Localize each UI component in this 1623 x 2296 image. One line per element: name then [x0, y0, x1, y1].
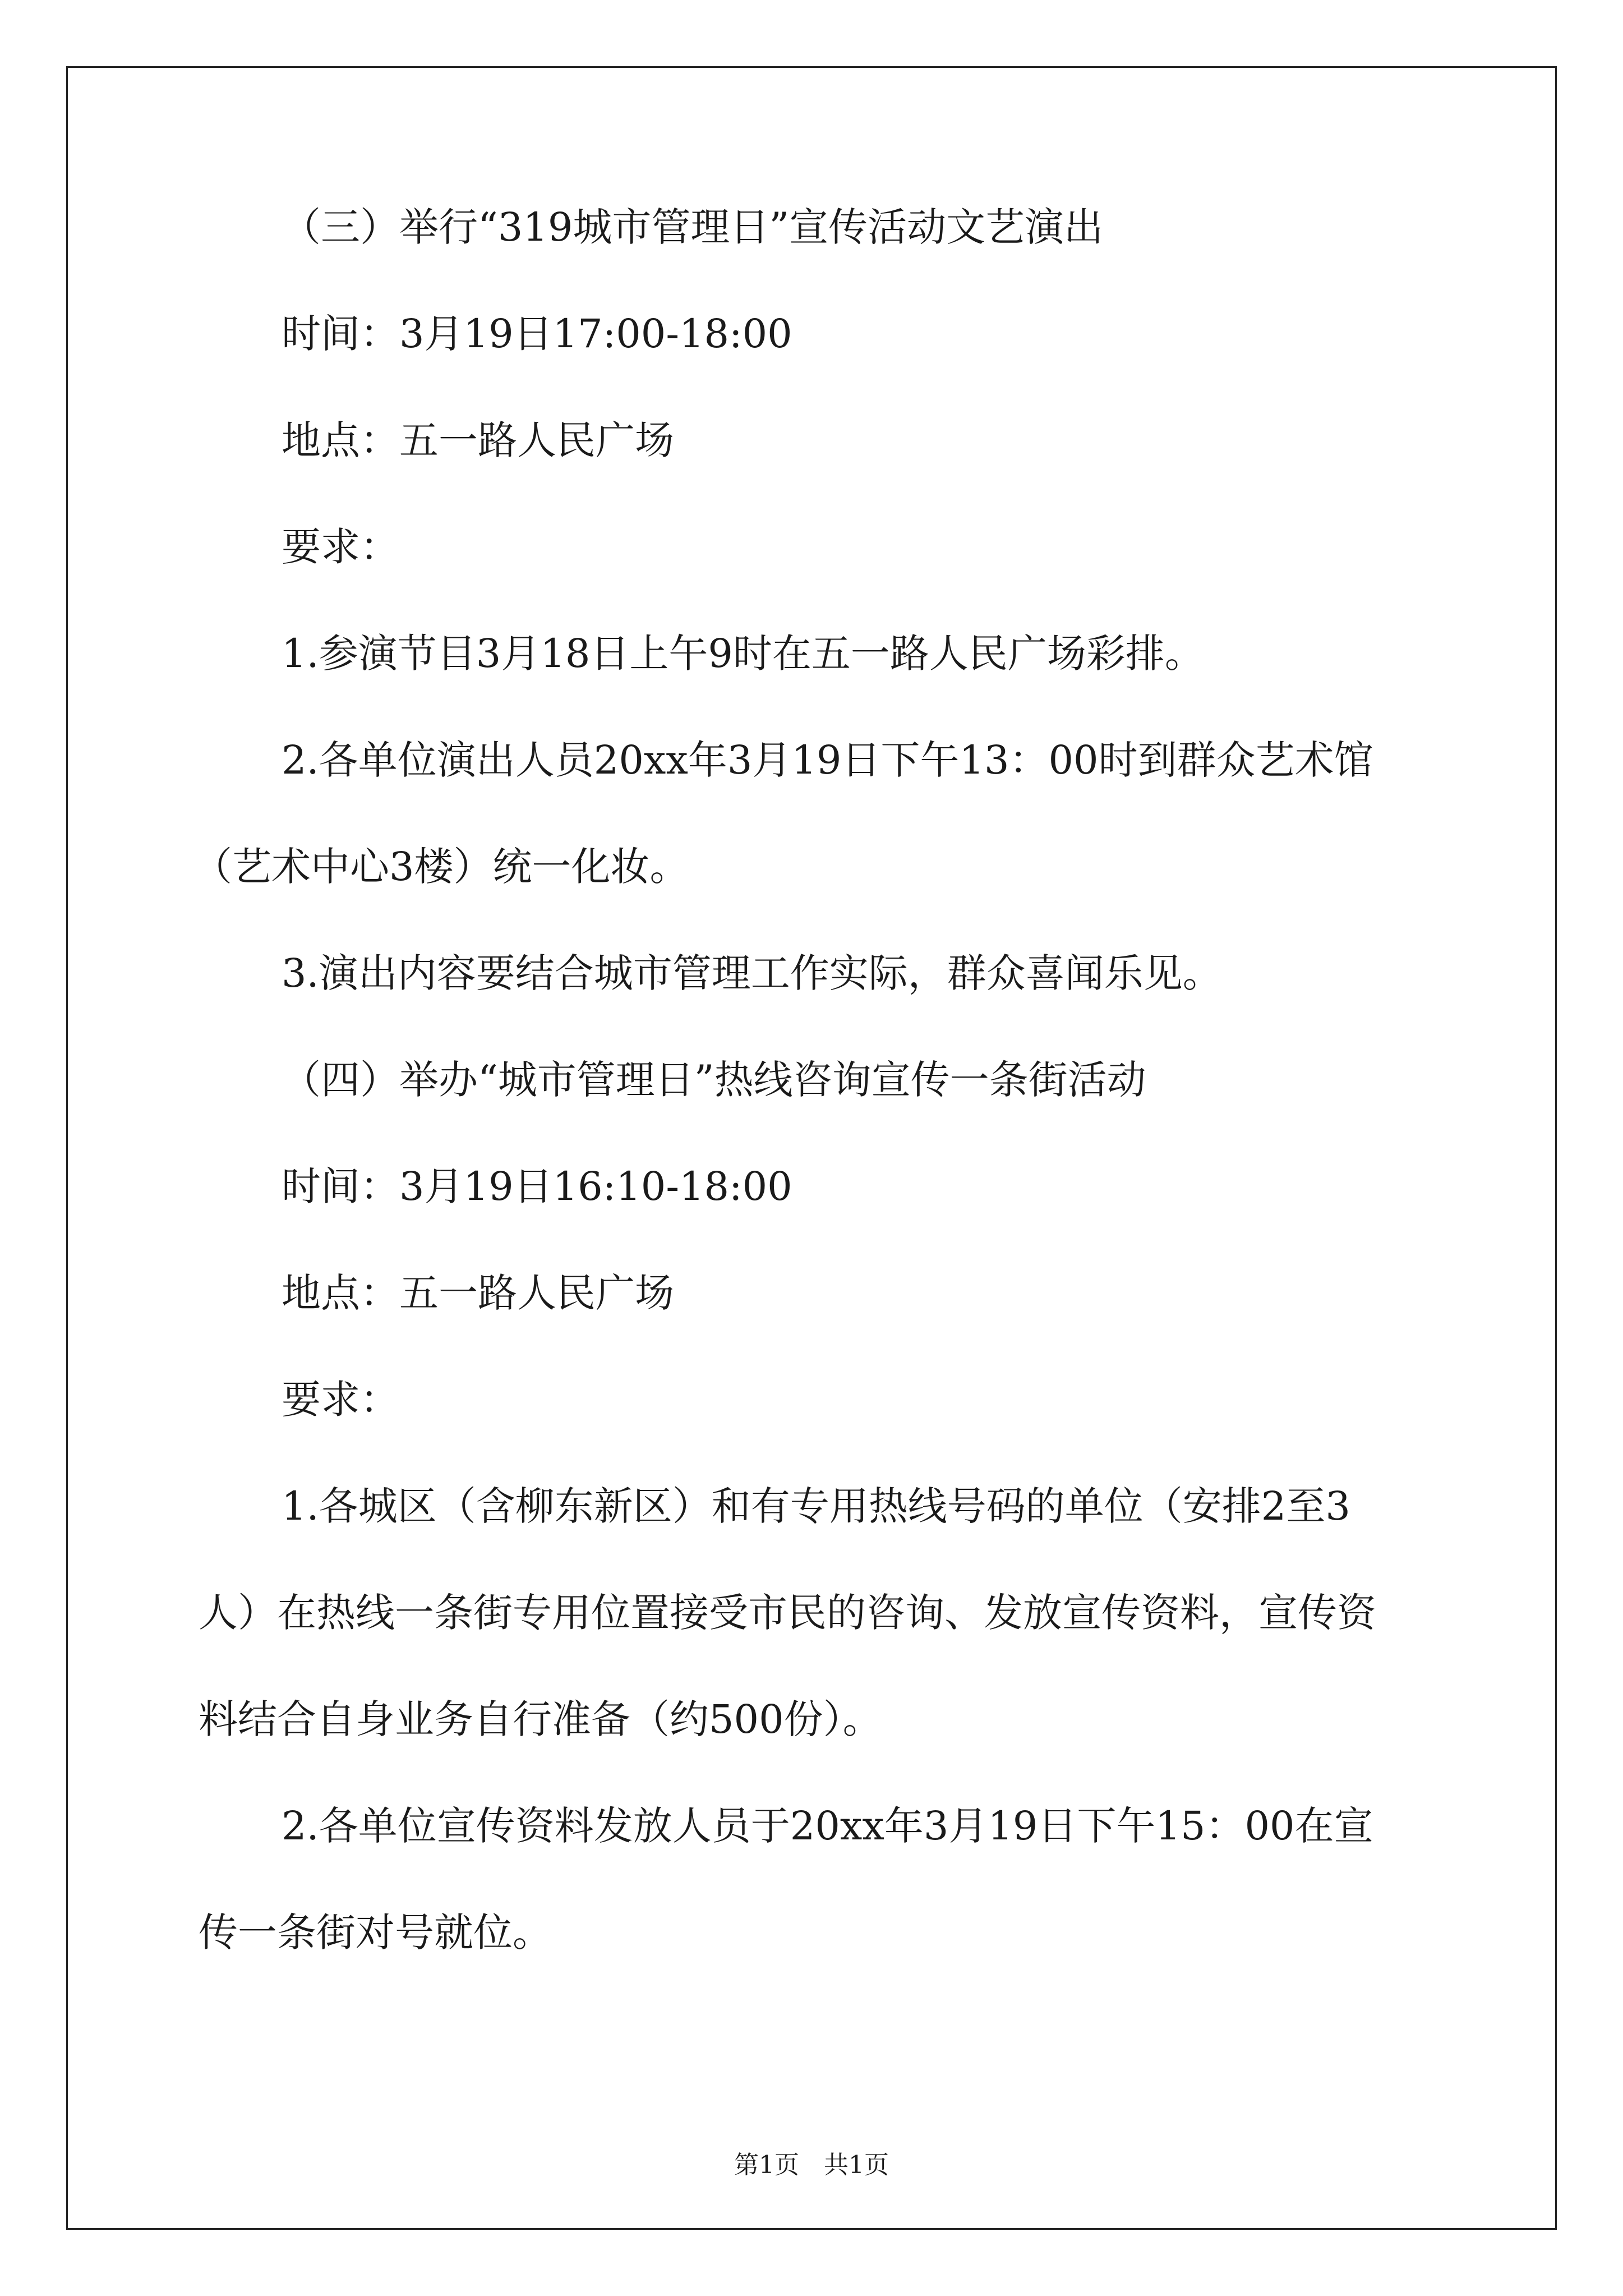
section-heading-4: （四）举办“城市管理日”热线咨询宣传一条街活动 [282, 1057, 1146, 1103]
paragraph-item-2-continued: （艺术中心3楼）统一化妆。 [193, 844, 689, 890]
paragraph-item-1-continued: 人）在热线一条街专用位置接受市民的咨询、发放宣传资料，宣传资 [199, 1590, 1376, 1636]
paragraph-location: 地点：五一路人民广场 [282, 1270, 674, 1316]
paragraph-item-1: 1.参演节目3月18日上午9时在五一路人民广场彩排。 [282, 631, 1204, 677]
paragraph-item-2-continued: 传一条街对号就位。 [199, 1910, 552, 1955]
paragraph-requirements: 要求： [282, 524, 399, 570]
paragraph-requirements: 要求： [282, 1377, 399, 1423]
paragraph-location: 地点：五一路人民广场 [282, 417, 674, 463]
paragraph-item-1-continued: 料结合自身业务自行准备（约500份）。 [199, 1696, 882, 1742]
paragraph-time: 时间：3月19日17:00-18:00 [282, 311, 792, 357]
paragraph-item-2: 2.各单位演出人员20xx年3月19日下午13：00时到群众艺术馆 [282, 737, 1373, 783]
paragraph-time: 时间：3月19日16:10-18:00 [282, 1163, 792, 1209]
paragraph-item-1: 1.各城区（含柳东新区）和有专用热线号码的单位（安排2至3 [282, 1483, 1350, 1529]
section-heading-3: （三）举行“319城市管理日”宣传活动文艺演出 [282, 204, 1104, 250]
paragraph-item-2: 2.各单位宣传资料发放人员于20xx年3月19日下午15：00在宣 [282, 1803, 1373, 1849]
page-footer: 第1页 共1页 [734, 2151, 889, 2179]
page-border [66, 66, 1557, 2230]
paragraph-item-3: 3.演出内容要结合城市管理工作实际，群众喜闻乐见。 [282, 950, 1222, 996]
